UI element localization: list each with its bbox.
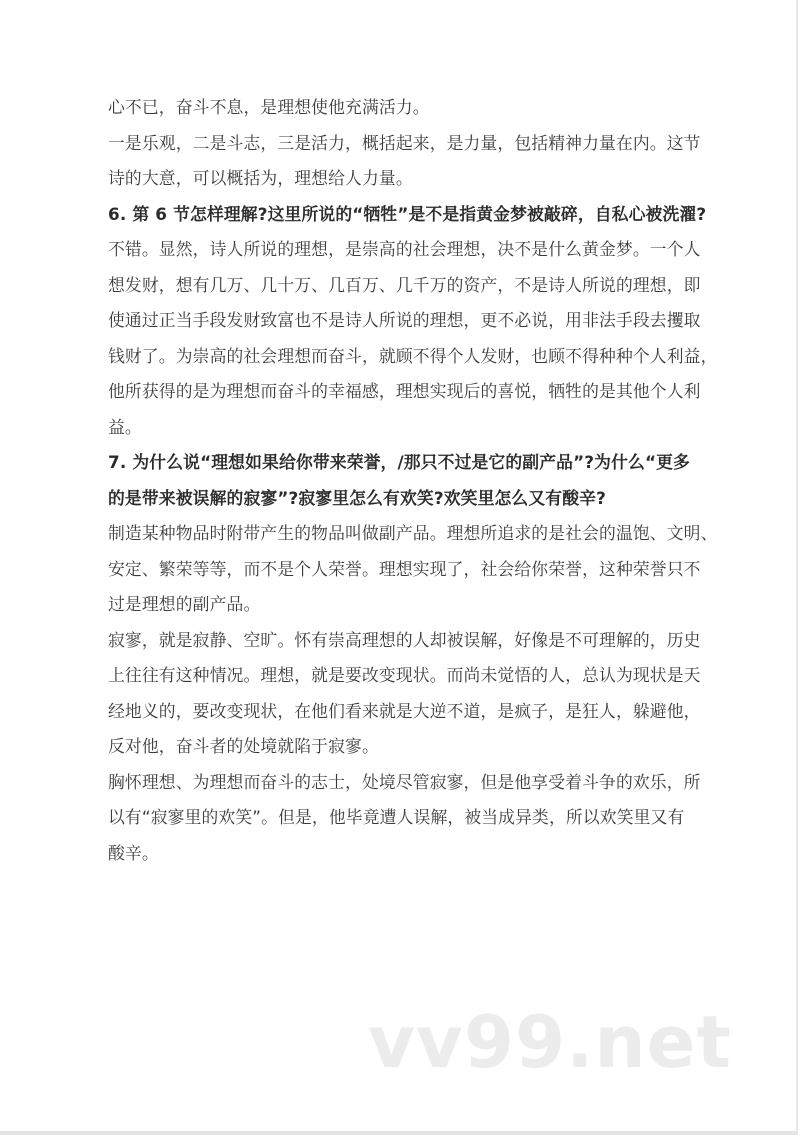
paragraph-line: 心不已，奋斗不息，是理想使他充满活力。 <box>108 97 430 117</box>
paragraph-line: 寂寥，就是寂静、空旷。怀有崇高理想的人却被误解，好像是不可理解的，历史 <box>108 629 701 650</box>
paragraph-line: 制造某种物品时附带产生的物品叫做副产品。理想所追求的是社会的温饱、文明、 <box>108 523 718 543</box>
question-heading-7-cont: 的是带来被误解的寂寥”?寂寥里怎么有欢笑?欢笑里怎么又有酸辛? <box>108 487 606 508</box>
paragraph-line: 想发财，想有几万、几十万、几百万、几千万的资产，不是诗人所说的理想，即 <box>108 274 701 295</box>
paragraph-line: 钱财了。为崇高的社会理想而奋斗，就顾不得个人发财，也顾不得种种个人利益， <box>108 345 718 366</box>
question-heading-6: 6. 第 6 节怎样理解?这里所说的“牺牲”是不是指黄金梦被敲碎，自私心被洗濯? <box>108 203 707 224</box>
paragraph-line: 过是理想的副产品。 <box>108 594 261 614</box>
paragraph-line: 上往往有这种情况。理想，就是要改变现状。而尚未觉悟的人，总认为现状是天 <box>108 665 701 685</box>
paragraph-line: 不错。显然，诗人所说的理想，是崇高的社会理想，决不是什么黄金梦。一个人 <box>108 239 701 259</box>
paragraph-line: 酸辛。 <box>108 842 159 863</box>
paragraph-line: 以有“寂寥里的欢笑”。但是，他毕竟遭人误解，被当成异类，所以欢笑里又有 <box>108 807 685 827</box>
watermark: vv99.net <box>368 1000 732 1084</box>
paragraph-line: 一是乐观，二是斗志，三是活力，概括起来，是力量，包括精神力量在内。这节 <box>108 132 701 153</box>
paragraph-line: 胸怀理想、为理想而奋斗的志士，处境尽管寂寥，但是他享受着斗争的欢乐，所 <box>108 771 701 792</box>
paragraph-line: 经地义的，要改变现状，在他们看来就是大逆不道，是疯子，是狂人，躲避他， <box>108 700 701 721</box>
paragraph-line: 使通过正当手段发财致富也不是诗人所说的理想，更不必说，用非法手段去攫取 <box>108 310 701 330</box>
paragraph-line: 反对他，奋斗者的处境就陷于寂寥。 <box>108 736 379 756</box>
paragraph-line: 益。 <box>108 416 142 437</box>
document-body <box>108 90 718 871</box>
question-heading-7: 7. 为什么说“理想如果给你带来荣誉，/那只不过是它的副产品”?为什么“更多 <box>108 452 690 472</box>
paragraph-line: 他所获得的是为理想而奋斗的幸福感，理想实现后的喜悦，牺牲的是其他个人利 <box>108 381 701 401</box>
paragraph-line: 安定、繁荣等等，而不是个人荣誉。理想实现了，社会给你荣誉，这种荣誉只不 <box>108 558 701 579</box>
paragraph-line: 诗的大意，可以概括为，理想给人力量。 <box>108 168 413 188</box>
